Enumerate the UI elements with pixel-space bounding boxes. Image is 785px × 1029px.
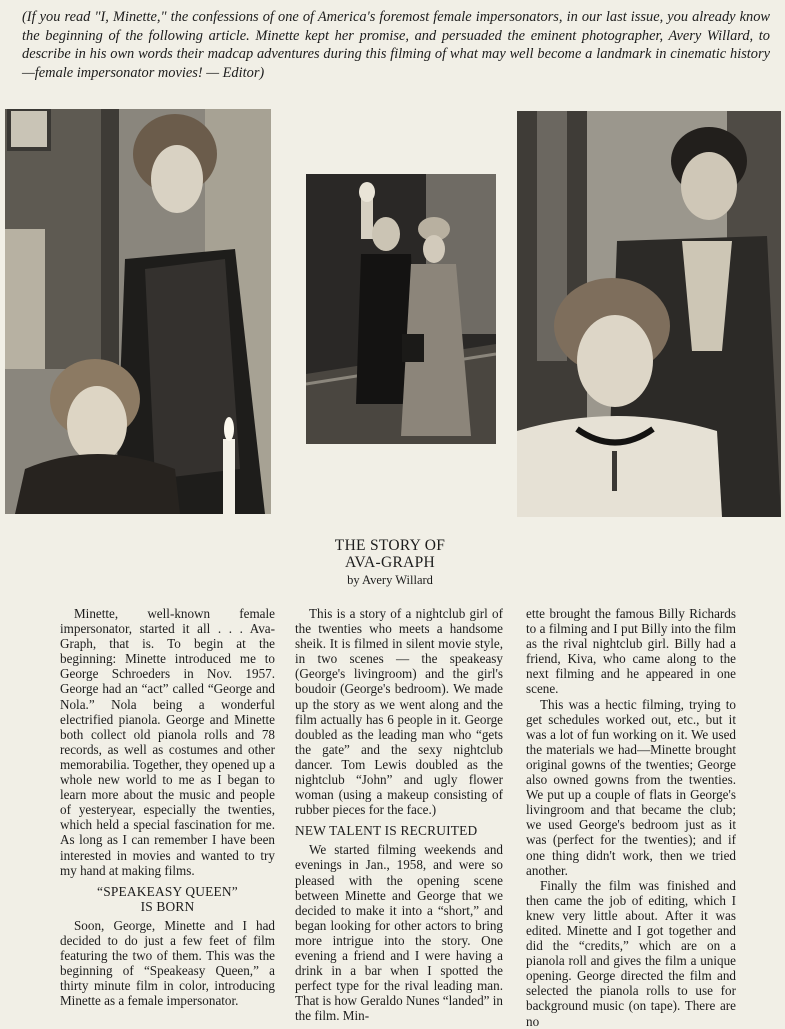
photo-staircase-graphic xyxy=(306,174,496,444)
column3-paragraph-1: ette brought the famous Billy Richards to a filming and I put Billy into the film as the rival nightclub girl. Billy had a friend, Kiva, who came along to the next filming and he appeared in one scene. xyxy=(526,606,736,697)
article-column-1 xyxy=(60,606,275,1008)
photo-two-women-with-candle xyxy=(5,109,271,514)
section-heading-speakeasy-queen xyxy=(60,884,275,914)
column1-paragraph-1: Minette, well-known female impersonator, started it all . . . Ava-Graph, that is. To begin at the beginning: Minette introduced me to George Schroeders in Nov. 1957. George had an “act” called “George and Nola.” Nola being a wonderful electrified pianola. George and Minette both collect old pianola rolls and 78 records, as well as costumes and other memorabilia. Together, they opened up a whole new world to me as I began to learn more about the music and people of yesteryear, especially the twenties, which held a special fascination for me. As long as I can remember I have been interested in movies and wanted to try my hand at making films. xyxy=(60,606,275,878)
photo-necklace-graphic xyxy=(517,111,781,517)
article-title-line1: THE STORY OF xyxy=(334,537,446,554)
photo-two-women-graphic xyxy=(5,109,271,514)
column3-paragraph-3: Finally the film was finished and then came the job of editing, which I knew very little about. After it was edited. Minette and I got together and did the “credits,” which are on a pianola roll and gives the film a unique opening. George directed the film and selected the pianola rolls to use for background music (on tape). There are no xyxy=(526,877,736,1029)
column2-paragraph-2: We started filming weekends and evenings in Jan., 1958, and were so pleased with the opening scene between Minette and George that we decided to make it into a “short,” and began looking for other actors to bring more intrigue into the story. One evening a friend and I were having a drink in a bar when I spotted the perfect type for the rival leading man. That is how Geraldo Nunes “landed” in the film. Min- xyxy=(295,842,503,1024)
article-title-line2: AVA-GRAPH xyxy=(345,554,435,571)
column1-paragraph-2: Soon, George, Minette and I had decided to do just a few feet of film featuring the two of them. This was the beginning of “Speakeasy Queen,” a thirty minute film in color, introducing Minette as a female impersonator. xyxy=(60,917,275,1009)
section-heading-new-talent: NEW TALENT IS RECRUITED xyxy=(295,823,478,839)
article-title xyxy=(250,537,530,571)
photo-man-and-woman-with-necklace xyxy=(517,111,781,517)
photo-couple-on-staircase xyxy=(306,174,496,444)
article-title-block xyxy=(250,537,530,588)
article-column-2 xyxy=(295,606,503,1023)
article-byline: by Avery Willard xyxy=(347,573,433,587)
editor-intro: (If you read "I, Minette," the confessions of one of America's foremost female impersonators, in our last issue, you already know the beginning of the following article. Minette kept her promise, and persuaded the eminent photographer, Avery Willard, to describe in his own words their madcap adventures during this filming of what may well become a landmark in cinematic history—female impersonator movies! — Editor) xyxy=(22,9,770,81)
column3-paragraph-2: This was a hectic filming, trying to get schedules worked out, etc., but it was a lot of fun working on it. We used the materials we had—Minette brought original gowns of the twenties; George also owned gowns from the twenties. We put up a couple of flats in George's livingroom and that became the club; we used George's bedroom just as it was (perfect for the twenties); and if one thing didn't work, then we tried another. xyxy=(526,696,736,878)
section-heading-line1: “SPEAKEASY QUEEN” xyxy=(97,883,238,899)
column2-paragraph-1: This is a story of a nightclub girl of the twenties who meets a handsome sheik. It is filmed in silent movie style, in two scenes — the speakeasy (George's livingroom) and the girl's boudoir (George's bedroom). We made up the story as we went along and the film actually has 6 people in it. George doubled as the leading man who “gets the gate” and the sexy nightclub dancer. Tom Lewis doubled as the nightclub “John” and ugly flower woman (using a makeup consisting of rubber pieces for the face.) xyxy=(295,606,503,818)
section-heading-line2: IS BORN xyxy=(140,898,195,914)
article-column-3 xyxy=(526,606,736,1029)
